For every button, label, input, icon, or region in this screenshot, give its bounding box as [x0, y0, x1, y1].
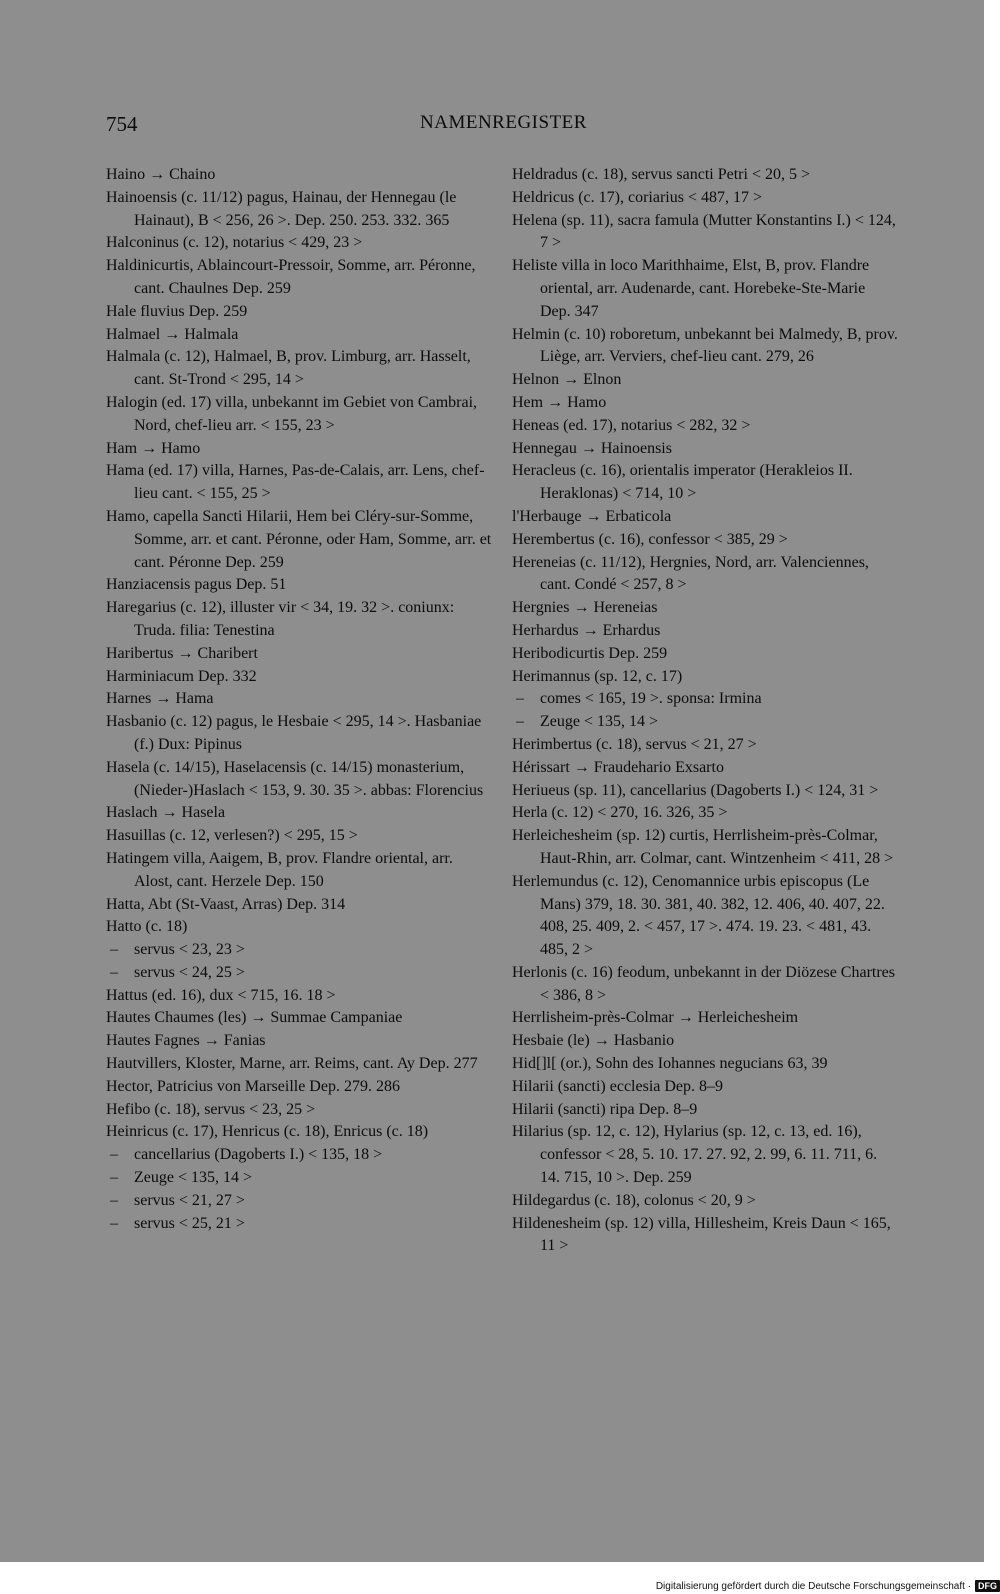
index-entry: Hatto (c. 18)	[106, 918, 188, 936]
page-number: 754	[106, 112, 138, 136]
index-subentry: – Zeuge < 135, 14 >	[106, 1167, 492, 1190]
index-entry: Hid[]l[ (or.), Sohn des Iohannes negucians 63, 39	[512, 1055, 828, 1073]
index-entry: Haldinicurtis, Ablaincourt-Pressoir, Somme, arr. Péronne, cant. Chaulnes Dep. 259	[106, 257, 476, 297]
index-entry: Heinricus (c. 17), Henricus (c. 18), Enricus (c. 18)	[106, 1123, 429, 1141]
footer-credit	[656, 1578, 1000, 1594]
index-entry: Helena (sp. 11), sacra famula (Mutter Konstantins I.) < 124, 7 >	[512, 211, 896, 252]
index-subentry: – servus < 24, 25 >	[106, 962, 492, 985]
index-entry: Harnes → Hama	[106, 690, 214, 708]
index-entry: Ham → Hamo	[106, 439, 201, 457]
index-subentry: – cancellarius (Dagoberts I.) < 135, 18 >	[106, 1144, 492, 1167]
index-subentry: – Zeuge < 135, 14 >	[512, 711, 898, 734]
index-entry: Helnon → Elnon	[512, 371, 622, 389]
index-entry: Hasuillas (c. 12, verlesen?) < 295, 15 >	[106, 827, 358, 845]
index-entry: Herimannus (sp. 12, c. 17)	[512, 667, 683, 685]
index-entry: Heriueus (sp. 11), cancellarius (Dagoberts I.) < 124, 31 >	[512, 781, 879, 799]
index-entry: Hérissart → Fraudehario Exsarto	[512, 758, 724, 776]
index-entry: Hildegardus (c. 18), colonus < 20, 9 >	[512, 1191, 756, 1209]
index-entry: Hatingem villa, Aaigem, B, prov. Flandre oriental, arr. Alost, cant. Herzele Dep. 150	[106, 849, 453, 890]
index-entry: Hale fluvius Dep. 259	[106, 302, 248, 320]
index-entry: Hilarii (sancti) ripa Dep. 8–9	[512, 1100, 698, 1118]
index-entry: Helmin (c. 10) roboretum, unbekannt bei Malmedy, B, prov. Liège, arr. Verviers, chef-lieu cant. 279, 26	[512, 325, 898, 366]
index-entry: Haribertus → Charibert	[106, 644, 258, 662]
index-entry: Heldradus (c. 18), servus sancti Petri < 20, 5 >	[512, 166, 810, 183]
index-entry: Herlonis (c. 16) feodum, unbekannt in der Diözese Chartres < 386, 8 >	[512, 963, 895, 1004]
index-column-left	[106, 164, 492, 1235]
index-entry: Halmala (c. 12), Halmael, B, prov. Limburg, arr. Hasselt, cant. St-Trond < 295, 14 >	[106, 348, 471, 389]
index-subentry: – comes < 165, 19 >. sponsa: Irmina	[512, 688, 898, 711]
footer-text: Digitalisierung gefördert durch die Deutsche Forschungsgemeinschaft ·	[655, 1580, 971, 1592]
index-entry: Heracleus (c. 16), orientalis imperator (Herakleios II. Heraklonas) < 714, 10 >	[512, 462, 853, 503]
index-entry: Hattus (ed. 16), dux < 715, 16. 18 >	[106, 986, 336, 1004]
index-entry: Hem → Hamo	[512, 393, 607, 411]
index-entry: Haslach → Hasela	[106, 804, 226, 822]
index-entry: Herimbertus (c. 18), servus < 21, 27 >	[512, 735, 757, 753]
running-title: NAMENREGISTER	[420, 112, 587, 133]
index-entry: Hector, Patricius von Marseille Dep. 279. 286	[106, 1077, 400, 1095]
index-entry: Hilarius (sp. 12, c. 12), Hylarius (sp. 12, c. 13, ed. 16), confessor < 28, 5. 10. 17. 27. 92, 2. 99, 6. 11. 711, 6. 14. 715, 10 >. Dep. 259	[512, 1123, 878, 1187]
index-entry: Herrlisheim-près-Colmar → Herleichesheim	[512, 1009, 799, 1027]
index-entry: Haregarius (c. 12), illuster vir < 34, 19. 32 >. coniunx: Truda. filia: Tenestina	[106, 599, 455, 639]
index-entry: Hergnies → Hereneias	[512, 599, 658, 617]
index-entry: Herembertus (c. 16), confessor < 385, 29 >	[512, 530, 788, 548]
index-entry: Herleichesheim (sp. 12) curtis, Herrlisheim-près-Colmar, Haut-Rhin, arr. Colmar, cant. Wintzenheim < 411, 28 >	[512, 827, 894, 867]
index-entry: Hainoensis (c. 11/12) pagus, Hainau, der Hennegau (le Hainaut), B < 256, 26 >. Dep. 250. 253. 332. 365	[106, 188, 457, 229]
index-entry: Hatta, Abt (St-Vaast, Arras) Dep. 314	[106, 895, 346, 913]
index-entry: Heneas (ed. 17), notarius < 282, 32 >	[512, 416, 751, 434]
index-entry: Hesbaie (le) → Hasbanio	[512, 1032, 675, 1050]
index-entry: Harminiacum Dep. 332	[106, 667, 257, 685]
index-column-right	[512, 164, 898, 1258]
index-entry: Hereneias (c. 11/12), Hergnies, Nord, arr. Valenciennes, cant. Condé < 257, 8 >	[512, 553, 869, 594]
index-entry: Hasbanio (c. 12) pagus, le Hesbaie < 295, 14 >. Hasbaniae (f.) Dux: Pipinus	[106, 713, 482, 753]
index-entry: Hennegau → Hainoensis	[512, 439, 672, 457]
index-entry: Herlemundus (c. 12), Cenomannice urbis episcopus (Le Mans) 379, 18. 30. 381, 40. 382, 12. 406, 40. 407, 22. 408, 25. 409, 2. < 457, 17 >. 474. 19. 23. < 481, 43. 485, 2 >	[512, 872, 885, 959]
index-subentry: – servus < 23, 23 >	[106, 939, 492, 962]
page-header	[106, 112, 901, 142]
index-entry: Haino → Chaino	[106, 166, 216, 183]
index-entry: Halconinus (c. 12), notarius < 429, 23 >	[106, 234, 363, 252]
index-entry: Halmael → Halmala	[106, 325, 239, 343]
index-entry: Hautes Chaumes (les) → Summae Campaniae	[106, 1009, 403, 1027]
index-subentry: – servus < 25, 21 >	[106, 1213, 492, 1236]
index-entry: Hautes Fagnes → Fanias	[106, 1032, 266, 1050]
index-entry: Hanziacensis pagus Dep. 51	[106, 576, 287, 594]
index-entry: Hama (ed. 17) villa, Harnes, Pas-de-Calais, arr. Lens, chef-lieu cant. < 155, 25 >	[106, 462, 485, 503]
index-entry: Herla (c. 12) < 270, 16. 326, 35 >	[512, 804, 728, 822]
index-entry: Heliste villa in loco Marithhaime, Elst, B, prov. Flandre oriental, arr. Audenarde, cant. Horebeke-Ste-Marie Dep. 347	[512, 257, 870, 320]
index-entry: l'Herbauge → Erbaticola	[512, 507, 672, 525]
index-entry: Hilarii (sancti) ecclesia Dep. 8–9	[512, 1077, 724, 1095]
index-entry: Hasela (c. 14/15), Haselacensis (c. 14/15) monasterium, (Nieder-)Haslach < 153, 9. 30. 35 >. abbas: Florencius	[106, 758, 484, 799]
index-entry: Halogin (ed. 17) villa, unbekannt im Gebiet von Cambrai, Nord, chef-lieu arr. < 155, 23 >	[106, 393, 478, 434]
index-entry: Heribodicurtis Dep. 259	[512, 644, 668, 662]
index-entry: Hautvillers, Kloster, Marne, arr. Reims, cant. Ay Dep. 277	[106, 1055, 478, 1073]
index-entry: Herhardus → Erhardus	[512, 621, 661, 639]
index-subentry: – servus < 21, 27 >	[106, 1190, 492, 1213]
dfg-logo[interactable]: DFG	[975, 1580, 1000, 1592]
index-entry: Hamo, capella Sancti Hilarii, Hem bei Cléry-sur-Somme, Somme, arr. et cant. Péronne, oder Ham, Somme, arr. et cant. Péronne Dep. 259	[106, 507, 492, 571]
index-entry: Hefibo (c. 18), servus < 23, 25 >	[106, 1100, 316, 1118]
index-entry: Hildenesheim (sp. 12) villa, Hillesheim, Kreis Daun < 165, 11 >	[512, 1214, 891, 1255]
index-entry: Heldricus (c. 17), coriarius < 487, 17 >	[512, 188, 762, 206]
